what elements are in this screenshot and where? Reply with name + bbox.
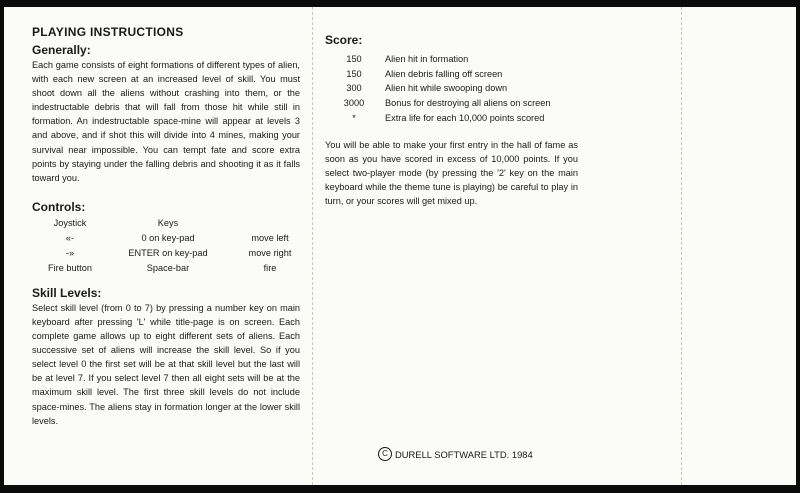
score-row: [325, 52, 550, 67]
controls-header-row: [32, 216, 312, 231]
controls-row: [32, 261, 312, 276]
skill-levels-text: Select skill level (from 0 to 7) by pressing a number key on main keyboard after pressing 'L' while title-page is on screen. Each complete game allows up to eight different sets of aliens. Each successive set of aliens will increase the skill level. So if you select level 0 the first set will be at that skill level but the last will be at level 7. If you select level 7 then all eight sets will be at the maximum skill level. The first three skill levels do not include space-mines. The aliens stay in formation longer at the lower skill levels.: [32, 302, 300, 426]
score-description: Alien debris falling off screen: [385, 68, 503, 79]
controls-row: [32, 246, 312, 261]
action-cell: fire: [263, 263, 277, 274]
fold-line: [312, 7, 314, 485]
score-heading: Score:: [325, 33, 363, 47]
copyright-icon: C: [378, 447, 392, 461]
controls-heading: Controls:: [32, 199, 86, 214]
joystick-cell: Fire button: [48, 263, 92, 274]
score-description: Bonus for destroying all aliens on screen: [385, 98, 551, 109]
controls-header-joystick: Joystick: [53, 218, 87, 229]
key-cell: 0 on key-pad: [141, 233, 195, 244]
key-cell: ENTER on key-pad: [128, 248, 208, 259]
score-description: Alien hit while swooping down: [385, 83, 508, 94]
score-row: [325, 110, 550, 125]
score-points: 150: [346, 68, 362, 79]
controls-table: [32, 216, 312, 276]
controls-header-keys: Keys: [157, 218, 179, 229]
generally-heading: Generally:: [32, 43, 91, 57]
key-cell: Space-bar: [146, 263, 190, 274]
instruction-sheet: [4, 7, 796, 485]
hall-of-fame-text: You will be able to make your first entry in the hall of fame as soon as you have scored in excess of 10,000 points. If you select two-player mode (by pressing the '2' key on the main keyboard while the theme tune is playing) be careful to play in turn, or your scores will get mixed up.: [325, 139, 578, 207]
score-points: 3000: [343, 98, 365, 109]
copyright-line: [378, 447, 533, 461]
joystick-cell: «-: [65, 233, 75, 244]
joystick-cell: -»: [65, 248, 75, 259]
score-row: [325, 96, 550, 111]
score-row: [325, 81, 550, 96]
score-description: Alien hit in formation: [385, 54, 469, 65]
action-cell: move right: [248, 248, 292, 259]
copyright-text: DURELL SOFTWARE LTD. 1984: [395, 448, 533, 460]
left-panel: [32, 25, 302, 428]
score-points: 300: [346, 83, 362, 94]
skill-levels-heading: Skill Levels:: [32, 285, 102, 300]
score-points: *: [352, 112, 356, 123]
score-row: [325, 67, 550, 82]
score-table: [325, 52, 550, 125]
score-panel: [325, 33, 580, 208]
controls-row: [32, 231, 312, 246]
action-cell: move left: [251, 233, 289, 244]
score-description: Extra life for each 10,000 points scored: [385, 112, 545, 123]
generally-text: Each game consists of eight formations of different types of alien, with each new screen at an increased level of skill. You must shoot down all the aliens without crashing into them, or the indestructable debris that will fall from those hit while still in formation. An indestructable space-mine will appear at levels 3 and above, and if shot this will divide into 4 mines, making your survival near impossible. You can tempt fate and score extra points by staying under the falling debris and shooting it as it falls toward you.: [32, 60, 300, 183]
controls-header-action: [228, 216, 312, 231]
score-points: 150: [346, 54, 362, 65]
fold-line: [681, 7, 683, 485]
page-title: PLAYING INSTRUCTIONS: [32, 25, 184, 39]
